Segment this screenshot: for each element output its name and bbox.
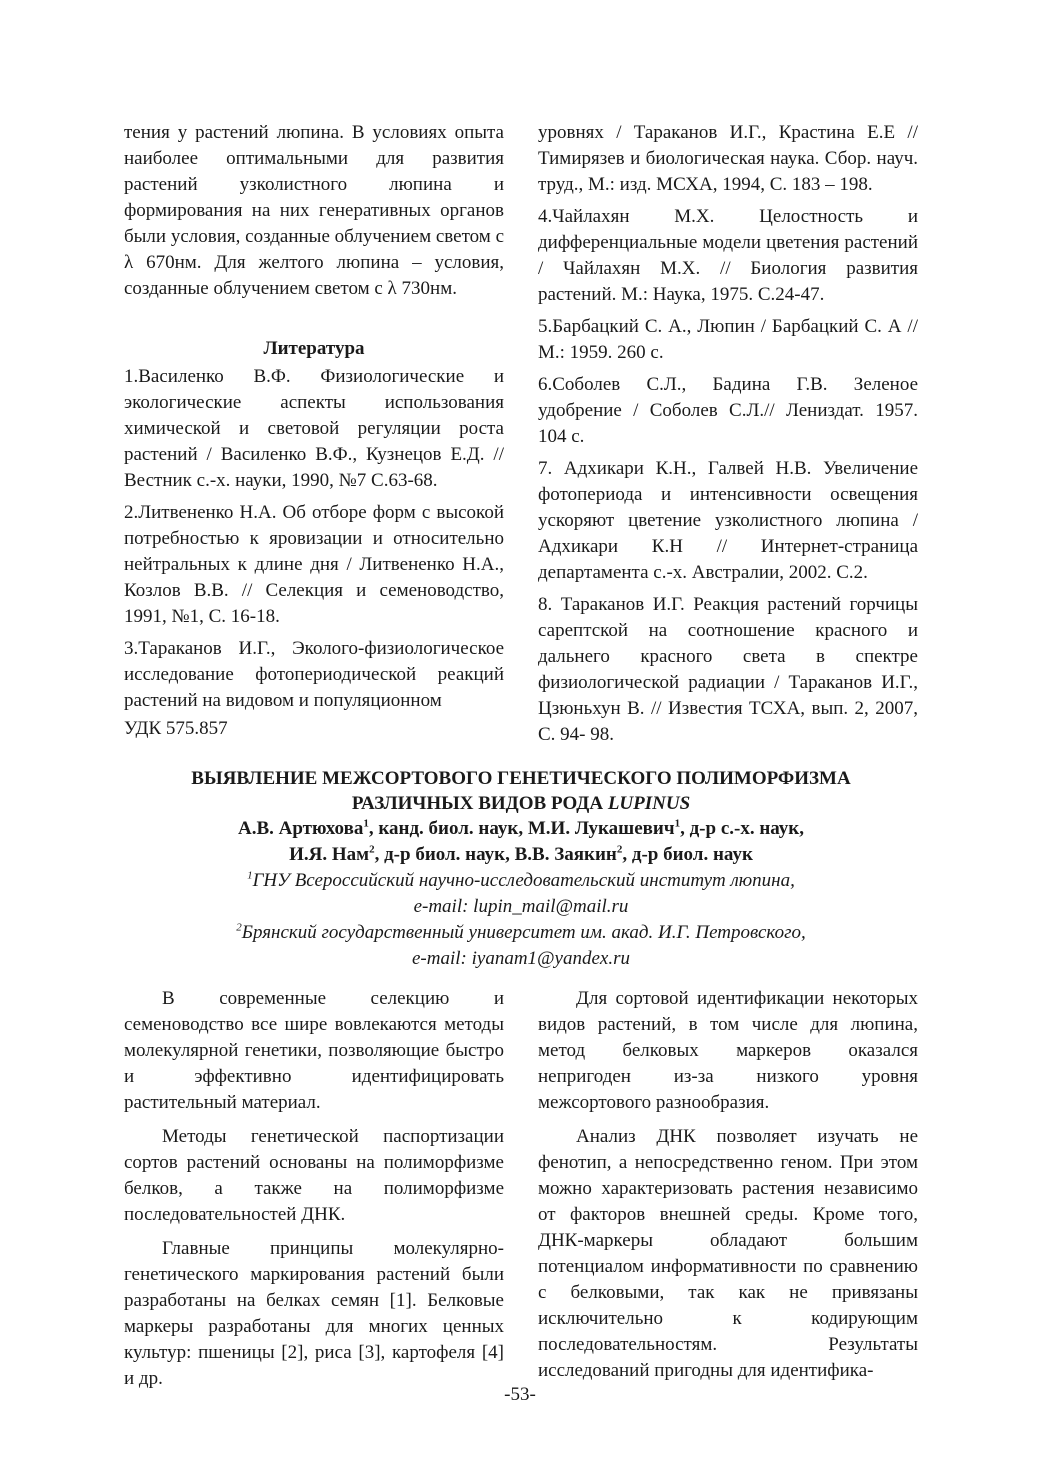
title-genus: LUPINUS <box>607 793 691 814</box>
body-paragraph: Анализ ДНК позволяет изучать не фенотип, а непосредственно геном. При этом можно характеризовать растения независимо от факторов внешней среды. Кроме того, ДНК-маркеры обладают большим потенциалом информативности по сравнению с белковыми, так как не привязаны исключительно к кодирующим последовательностям. Результаты исследований пригодны для идентифика- <box>538 1126 918 1381</box>
authors-line1 <box>124 816 918 842</box>
body-right-column <box>538 986 918 1392</box>
affiliation-2-email: e-mail: iyanam1@yandex.ru <box>412 948 630 969</box>
top-right-column <box>538 120 918 754</box>
body-paragraph: Главные принципы молекулярно-генетического маркирования растений были разработаны на белках семян [1]. Белковые маркеры разработаны для многих ценных культур: пшеницы [2], риса [3], картофеля [4] и др. <box>124 1238 504 1389</box>
article-title-line2 <box>124 791 918 816</box>
references-list-left <box>124 364 504 714</box>
article-title-line1: ВЫЯВЛЕНИЕ МЕЖСОРТОВОГО ГЕНЕТИЧЕСКОГО ПОЛИМОРФИЗМА <box>191 768 851 789</box>
author-degree: , д-р биол. наук, <box>374 844 515 865</box>
reference-item: 5.Барбацкий С. А., Люпин / Барбацкий С. А // М.: 1959. 260 с. <box>538 316 918 363</box>
author-name: И.Я. Нам <box>289 844 370 865</box>
author-affiliation-mark: 2 <box>616 843 623 856</box>
references-heading: Литература <box>263 338 365 359</box>
authors-line2 <box>124 842 918 868</box>
reference-item: 8. Тараканов И.Г. Реакция растений горчицы сарептской на соотношение красного и дальнего красного света в спектре физиологической радиации / Тараканов И.Г., Цзюньхун В. // Известия ТСХА, вып. 2, 2007, С. 94- 98. <box>538 594 918 745</box>
affiliation-mark: 2 <box>236 921 242 934</box>
page-number: -53- <box>504 1384 536 1405</box>
affiliation-text: ГНУ Всероссийский научно-исследовательский институт люпина, <box>252 870 795 891</box>
affiliation-1 <box>124 868 918 894</box>
title-prefix: РАЗЛИЧНЫХ ВИДОВ РОДА <box>351 793 608 814</box>
author-degree: , канд. биол. наук, <box>368 818 528 839</box>
body-left-column <box>124 986 504 1400</box>
author-affiliation-mark: 1 <box>674 817 681 830</box>
reference-item: 7. Адхикари К.Н., Галвей Н.В. Увеличение фотопериода и интенсивности освещения ускоряют цветение узколистного люпина / Адхикари К.Н // Интернет-страница департамента с.-х. Австралии, 2002. С.2. <box>538 458 918 583</box>
body-paragraph: В современные селекцию и семеноводство все шире вовлекаются методы молекулярной генетики, позволяющие быстро и эффективно идентифицировать растительный материал. <box>124 988 504 1113</box>
body-paragraph: Методы генетической паспортизации сортов растений основаны на полиморфизме белков, а также на полиморфизме последовательностей ДНК. <box>124 1126 504 1225</box>
reference-item: 1.Василенко В.Ф. Физиологические и экологические аспекты использования химической и световой регуляции роста растений / Василенко В.Ф., Кузнецов Е.Д. // Вестник с.-х. науки, 1990, №7 С.63-68. <box>124 366 504 491</box>
continuation-paragraph: тения у растений люпина. В условиях опыта наиболее оптимальными для развития растений узколистного люпина и формирования на них генеративных органов были условия, созданные облучением светом с λ 670нм. Для желтого люпина – условия, созданные облучением светом с λ 730нм. <box>124 122 504 299</box>
author-name: А.В. Артюхова <box>237 818 364 839</box>
udc-code: УДК 575.857 <box>124 718 228 739</box>
author-name: В.В. Заякин <box>514 844 617 865</box>
reference-item: 4.Чайлахян М.Х. Целостность и дифференциальные модели цветения растений / Чайлахян М.Х. // Биология развития растений. М.: Наука, 1975. С.24-47. <box>538 206 918 305</box>
author-name: М.И. Лукашевич <box>527 818 675 839</box>
reference-item: 3.Тараканов И.Г., Эколого-физиологическое исследование фотопериодической реакций растений на видовом и популяционном <box>124 638 504 711</box>
reference-item: 2.Литвененко Н.А. Об отборе форм с высокой потребностью к яровизации и относительно нейтральных к длине дня / Литвененко Н.А., Козлов В.В. // Селекция и семеноводство, 1991, №1, С. 16-18. <box>124 502 504 627</box>
article-header <box>124 766 918 972</box>
references-list-right <box>538 120 918 748</box>
author-affiliation-mark: 1 <box>363 817 369 830</box>
reference-item: 6.Соболев С.Л., Бадина Г.В. Зеленое удобрение / Соболев С.Л.// Лениздат. 1957. 104 с. <box>538 374 918 447</box>
affiliation-2 <box>124 920 918 946</box>
top-left-column <box>124 120 504 720</box>
author-degree: , д-р биол. наук <box>622 844 753 865</box>
body-paragraph: Для сортовой идентификации некоторых видов растений, в том числе для люпина, метод белковых маркеров оказался непригоден из-за низкого уровня межсортового разнообразия. <box>538 988 918 1113</box>
author-degree: , д-р с.-х. наук, <box>680 818 805 839</box>
affiliation-1-email: e-mail: lupin_mail@mail.ru <box>413 896 629 917</box>
reference-item: уровнях / Тараканов И.Г., Крастина Е.Е // Тимирязев и биологическая наука. Сбор. науч. труд., М.: изд. МСХА, 1994, С. 183 – 198. <box>538 122 918 195</box>
affiliation-mark: 1 <box>247 869 253 882</box>
author-affiliation-mark: 2 <box>369 843 375 856</box>
affiliation-text: Брянский государственный университет им. акад. И.Г. Петровского, <box>241 922 806 943</box>
